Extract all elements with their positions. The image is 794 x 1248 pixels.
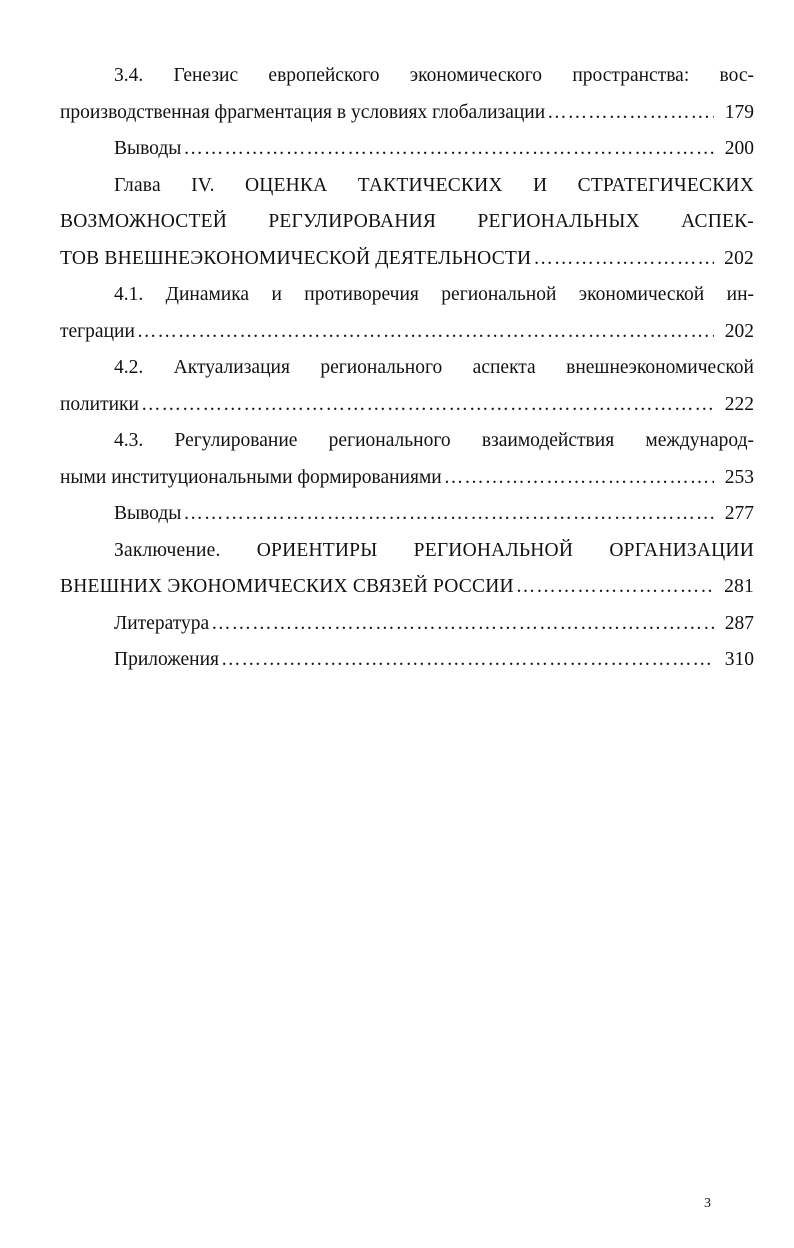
toc-entry-text: ВНЕШНИХ ЭКОНОМИЧЕСКИХ СВЯЗЕЙ РОССИИ bbox=[60, 576, 514, 597]
toc-entry-last-line bbox=[60, 606, 754, 643]
toc-entry-text-line: Заключение. ОРИЕНТИРЫ РЕГИОНАЛЬНОЙ ОРГАНИЗАЦИИ bbox=[114, 539, 754, 561]
toc-entry-text: ными институциональными формированиями bbox=[60, 466, 442, 488]
toc-page-number: 277 bbox=[724, 503, 754, 524]
leader-dots bbox=[211, 606, 714, 643]
toc-page-number: 179 bbox=[724, 101, 754, 123]
toc-entry-last-line bbox=[60, 460, 754, 497]
leader-dots bbox=[183, 496, 714, 533]
toc-entry-text-line: 3.4. Генезис европейского экономического пространства: вос- bbox=[114, 65, 754, 86]
toc-page-number: 202 bbox=[724, 320, 754, 342]
toc-page-number: 202 bbox=[724, 247, 754, 269]
toc-entry-last-line bbox=[60, 569, 754, 606]
toc-entry-appendices[interactable] bbox=[60, 642, 754, 679]
toc-entry-text: производственная фрагментация в условиях глобализации bbox=[60, 101, 546, 123]
table-of-contents bbox=[60, 58, 754, 679]
toc-entry-4-2[interactable] bbox=[60, 350, 754, 423]
page-footer-number: 3 bbox=[704, 1196, 711, 1211]
toc-entry-last-line bbox=[60, 314, 754, 351]
leader-dots bbox=[533, 241, 714, 278]
toc-entry-text: Литература bbox=[114, 612, 210, 634]
leader-dots bbox=[141, 387, 714, 424]
toc-entry-last-line bbox=[60, 95, 754, 132]
toc-entry-text-line: 4.3. Регулирование регионального взаимодействия международ- bbox=[114, 430, 754, 451]
toc-entry-last-line bbox=[60, 131, 754, 168]
toc-entry-text: Выводы bbox=[114, 503, 182, 524]
toc-entry-conclusions-4[interactable] bbox=[60, 496, 754, 533]
toc-entry-final-conclusion[interactable] bbox=[60, 533, 754, 606]
toc-entry-text: Приложения bbox=[114, 649, 219, 670]
toc-entry-text: ТОВ ВНЕШНЕЭКОНОМИЧЕСКОЙ ДЕЯТЕЛЬНОСТИ bbox=[60, 247, 532, 269]
toc-entry-text-line: ВОЗМОЖНОСТЕЙ РЕГУЛИРОВАНИЯ РЕГИОНАЛЬНЫХ АСПЕК- bbox=[60, 211, 754, 232]
toc-page-number: 200 bbox=[724, 138, 754, 159]
leader-dots bbox=[516, 569, 714, 606]
toc-entry-last-line bbox=[60, 241, 754, 278]
toc-entry-conclusions-3[interactable] bbox=[60, 131, 754, 168]
toc-entry-text-line: 4.1. Динамика и противоречия региональной экономической ин- bbox=[114, 284, 754, 305]
leader-dots bbox=[444, 460, 714, 497]
toc-entry-text-line: 4.2. Актуализация регионального аспекта внешнеэкономической bbox=[114, 357, 754, 378]
toc-entry-text: политики bbox=[60, 393, 139, 415]
toc-entry-4-1[interactable] bbox=[60, 277, 754, 350]
leader-dots bbox=[183, 131, 714, 168]
toc-entry-references[interactable] bbox=[60, 606, 754, 643]
toc-entry-3-4[interactable] bbox=[60, 58, 754, 131]
toc-page-number: 222 bbox=[724, 393, 754, 415]
toc-page-number: 310 bbox=[724, 649, 754, 670]
toc-page-number: 287 bbox=[724, 612, 754, 634]
toc-entry-last-line bbox=[60, 642, 754, 679]
toc-page-number: 253 bbox=[724, 466, 754, 488]
leader-dots bbox=[221, 642, 714, 679]
toc-entry-text: Выводы bbox=[114, 138, 182, 159]
leader-dots bbox=[547, 95, 714, 132]
leader-dots bbox=[137, 314, 714, 351]
toc-entry-chapter-4[interactable] bbox=[60, 168, 754, 278]
toc-entry-4-3[interactable] bbox=[60, 423, 754, 496]
toc-entry-text-line: Глава IV. ОЦЕНКА ТАКТИЧЕСКИХ И СТРАТЕГИЧЕСКИХ bbox=[114, 174, 754, 196]
toc-entry-last-line bbox=[60, 387, 754, 424]
toc-entry-text: теграции bbox=[60, 320, 135, 342]
toc-page-number: 281 bbox=[724, 576, 754, 597]
toc-entry-last-line bbox=[60, 496, 754, 533]
